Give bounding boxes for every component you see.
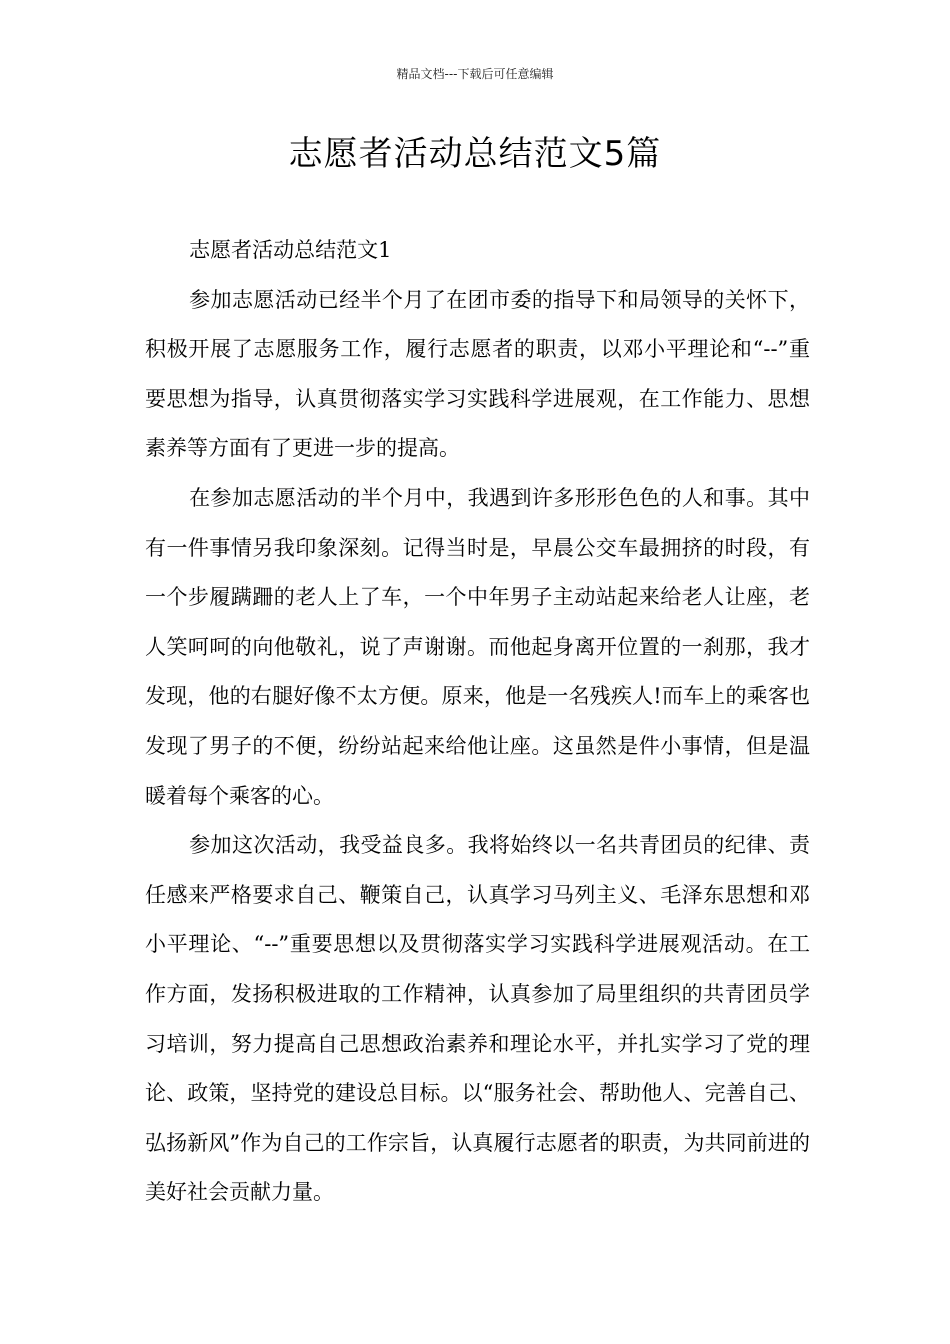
section-subheading: 志愿者活动总结范文1 bbox=[189, 238, 392, 262]
page-header-note: 精品文档---下载后可任意编辑 bbox=[396, 67, 554, 81]
body-paragraph-1: 参加志愿活动已经半个月了在团市委的指导下和局领导的关怀下，积极开展了志愿服务工作，履行志愿者的职责，以邓小平理论和“--”重要思想为指导，认真贯彻落实学习实践科学进展观，在工作能力、思想素养等方面有了更进一步的提高。 bbox=[145, 287, 810, 461]
document-body bbox=[145, 226, 810, 1218]
document-title: 志愿者活动总结范文5篇 bbox=[288, 134, 662, 174]
body-paragraph-3: 参加这次活动，我受益良多。我将始终以一名共青团员的纪律、责任感来严格要求自己、鞭策自己，认真学习马列主义、毛泽东思想和邓小平理论、“--”重要思想以及贯彻落实学习实践科学进展观活动。在工作方面，发扬积极进取的工作精神，认真参加了局里组织的共青团员学习培训，努力提高自己思想政治素养和理论水平，并扎实学习了党的理论、政策，坚持党的建设总目标。以“服务社会、帮助他人、完善自己、弘扬新风”作为自己的工作宗旨，认真履行志愿者的职责，为共同前进的美好社会贡献力量。 bbox=[145, 833, 810, 1205]
body-paragraph-2: 在参加志愿活动的半个月中，我遇到许多形形色色的人和事。其中有一件事情另我印象深刻。记得当时是，早晨公交车最拥挤的时段，有一个步履蹒跚的老人上了车，一个中年男子主动站起来给老人让座，老人笑呵呵的向他敬礼，说了声谢谢。而他起身离开位置的一刹那，我才发现，他的右腿好像不太方便。原来，他是一名残疾人!而车上的乘客也发现了男子的不便，纷纷站起来给他让座。这虽然是件小事情，但是温暖着每个乘客的心。 bbox=[145, 485, 810, 808]
